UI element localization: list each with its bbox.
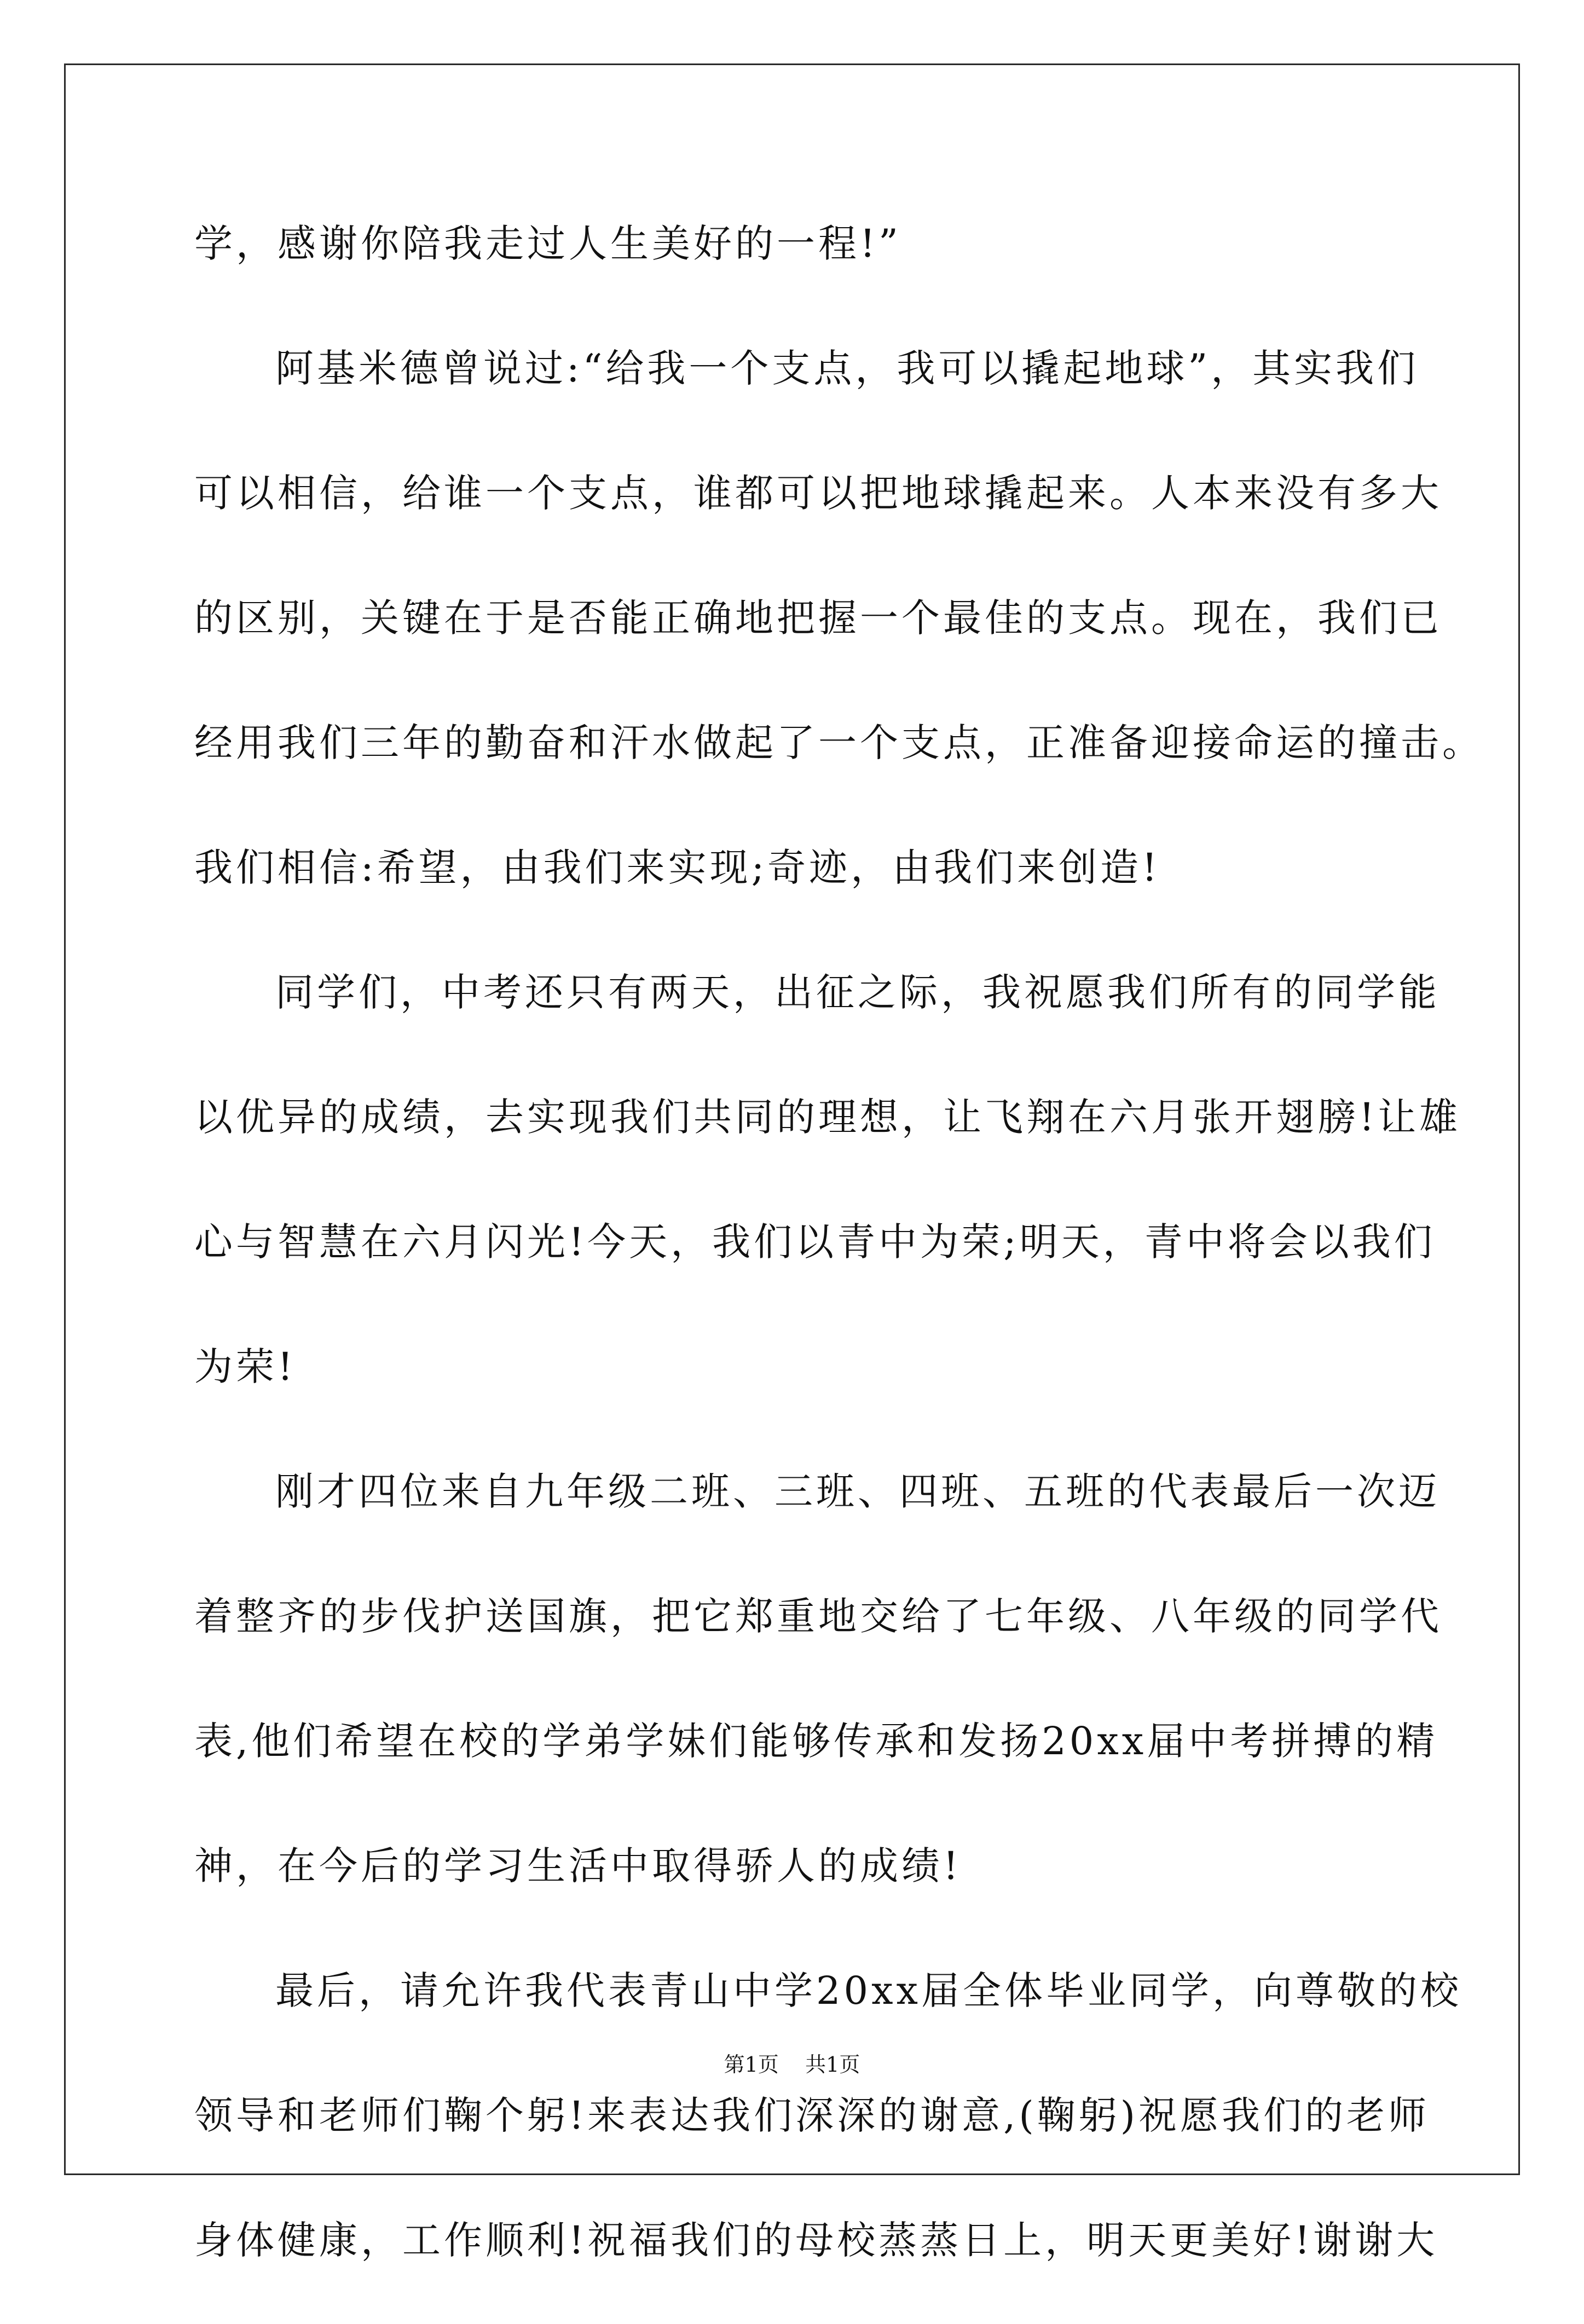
text-line: 神，在今后的学习生活中取得骄人的成绩! <box>194 1843 962 1888</box>
page-number: 第1页 <box>724 2053 779 2077</box>
text-line: 学，感谢你陪我走过人生美好的一程!” <box>194 221 901 266</box>
text-line: 的区别，关键在于是否能正确地把握一个最佳的支点。现在，我们已 <box>194 596 1442 640</box>
text-line: 阿基米德曾说过:“给我一个支点，我可以撬起地球”，其实我们 <box>275 346 1419 391</box>
text-line: 刚才四位来自九年级二班、三班、四班、五班的代表最后一次迈 <box>275 1469 1440 1514</box>
text-line: 以优异的成绩，去实现我们共同的理想，让飞翔在六月张开翅膀!让雄 <box>194 1095 1461 1140</box>
text-line: 可以相信，给谁一个支点，谁都可以把地球撬起来。人本来没有多大 <box>194 471 1442 516</box>
text-line: 心与智慧在六月闪光!今天，我们以青中为荣;明天，青中将会以我们 <box>194 1219 1436 1264</box>
text-line: 表,他们希望在校的学弟学妹们能够传承和发扬20xx届中考拼搏的精 <box>194 1719 1438 1764</box>
text-line: 最后，请允许我代表青山中学20xx届全体毕业同学，向尊敬的校 <box>275 1968 1462 2013</box>
text-line: 我们相信:希望，由我们来实现;奇迹，由我们来创造! <box>194 845 1161 890</box>
page-total: 共1页 <box>805 2053 860 2077</box>
page-footer <box>0 2048 1584 2081</box>
text-line: 着整齐的步伐护送国旗，把它郑重地交给了七年级、八年级的同学代 <box>194 1594 1442 1639</box>
text-line: 领导和老师们鞠个躬!来表达我们深深的谢意,(鞠躬)祝愿我们的老师 <box>194 2093 1430 2138</box>
text-line: 身体健康，工作顺利!祝福我们的母校蒸蒸日上，明天更美好!谢谢大 <box>194 2218 1438 2263</box>
text-line: 经用我们三年的勤奋和汗水做起了一个支点，正准备迎接命运的撞击。 <box>194 720 1484 765</box>
document-body <box>194 203 1484 2324</box>
text-line: 同学们，中考还只有两天，出征之际，我祝愿我们所有的同学能 <box>275 970 1440 1015</box>
text-line: 为荣! <box>194 1344 297 1389</box>
